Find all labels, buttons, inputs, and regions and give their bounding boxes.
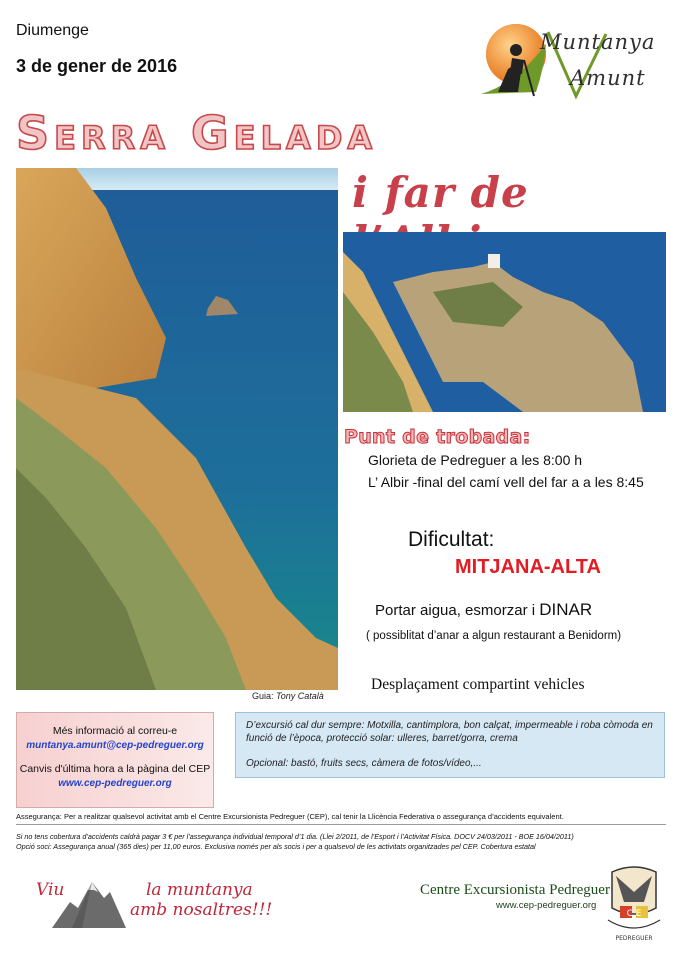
insurance-detail-1: Si no tens cobertura d’accidents caldrà pagar 3 € per l’assegurança individual temporal d’1 dia. (Llei 2/2011, de l’Esport i l’Activitat Física. DOCV 24/03/2011 - BOE 16/04/2011) <box>16 832 574 841</box>
slogan-viu: Viu <box>36 880 65 900</box>
meeting-point-2: L’ Albir -final del camí vell del far a a les 8:45 <box>368 474 644 490</box>
info-box <box>16 712 214 808</box>
transport-note: Desplaçament compartint vehicles <box>371 676 585 693</box>
event-date: 3 de gener de 2016 <box>16 56 178 76</box>
bring-items: Portar aigua, esmorzar i DINAR <box>375 600 593 619</box>
restaurant-note: ( possiblitat d’anar a algun restaurant a Benidorm) <box>366 630 622 642</box>
muntanya-amunt-logo <box>476 14 666 104</box>
insurance-detail-2: Opció soci: Assegurança anual (365 dies) per 11,00 euros. Exclusiva només per als socis i per a qualsevol de les activitats organitzades pel CEP. Cobertura estatal <box>16 842 536 851</box>
meeting-point-1: Glorieta de Pedreguer a les 8:00 h <box>368 452 583 468</box>
info-web-label: Canvis d'última hora a la pàgina del CEP <box>19 763 211 775</box>
difficulty-label: Dificultat: <box>408 528 495 551</box>
difficulty-value: MITJANA-ALTA <box>455 556 601 578</box>
gear-optional: Opcional: bastó, fruits secs, càmera de fotos/vídeo,... <box>246 758 482 769</box>
meeting-point-heading: Punt de trobada: <box>344 426 531 448</box>
info-web-link[interactable]: www.cep-pedreguer.org <box>58 778 172 789</box>
info-email-label: Més informació al correu-e <box>52 725 178 737</box>
crest-letters: C E <box>626 909 642 919</box>
club-web-link[interactable]: www.cep-pedreguer.org <box>496 900 597 911</box>
logo-text-muntanya: Muntanya <box>540 30 656 54</box>
divider <box>16 824 666 825</box>
cep-crest-logo <box>604 862 664 944</box>
subtitle: i far de <box>352 168 529 217</box>
slogan-la-muntanya: la muntanya <box>146 880 253 900</box>
club-name: Centre Excursionista Pedreguer <box>420 882 610 898</box>
insurance-note: Assegurança: Per a realitzar qualsevol activitat amb el Centre Excursionista Pedreguer (CEP), cal tenir la Llicència Federativa o assegurança d’accidents equivalent. <box>16 812 564 821</box>
lighthouse-photo <box>343 232 666 412</box>
logo-text-amunt: Amunt <box>570 66 646 90</box>
main-title: Serra Gelada <box>16 106 378 160</box>
gear-required: D’excursió cal dur sempre: Motxilla, cantimplora, bon calçat, impermeable i roba còmoda en funció de l’època, protecció solar: ulleres, barret/gorra, crema <box>246 720 653 744</box>
event-day: Diumenge <box>16 22 89 39</box>
info-email-link[interactable]: muntanya.amunt@cep-pedreguer.org <box>26 740 204 751</box>
photo-credit: Guia: Tony Català <box>252 691 324 701</box>
gear-box <box>235 712 665 778</box>
slogan-amb-nosaltres: amb nosaltres!!! <box>130 900 273 920</box>
cliff-sea-photo <box>16 168 338 690</box>
crest-place: PEDREGUER <box>615 935 653 942</box>
insurance-details <box>16 832 666 852</box>
